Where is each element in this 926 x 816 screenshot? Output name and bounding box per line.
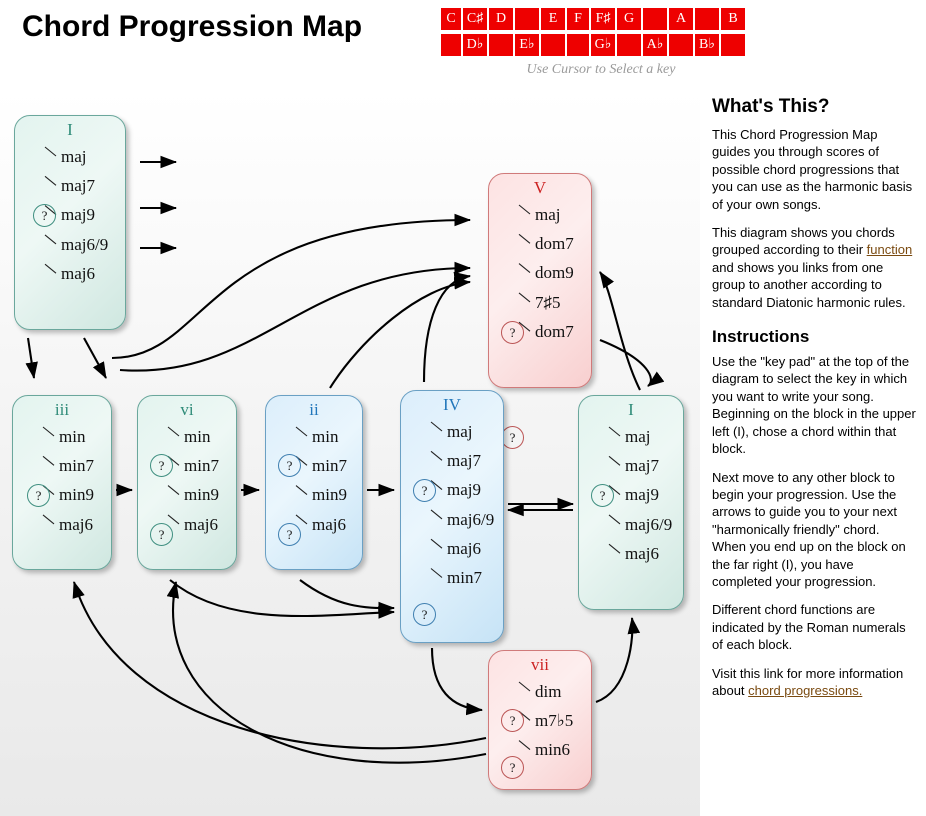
sidebar-para-diagram-part1: This diagram shows you chords grouped according to their [712,225,895,258]
arrow-vii-to-I-final [596,618,632,702]
key-pad-filler-5 [540,33,566,57]
block-vi[interactable] [137,395,237,570]
key-button-1[interactable]: C♯ [462,7,488,31]
block-I-final-help-icon-0[interactable]: ? [591,484,614,507]
sidebar-heading-instructions: Instructions [712,327,810,347]
chord-item[interactable]: min7 [59,456,94,476]
block-iii-numeral: iii [54,400,70,419]
key-pad-filler-7 [616,33,642,57]
block-ii-help-icon-0[interactable]: ? [278,454,301,477]
key-button-flat-1[interactable]: E♭ [514,33,540,57]
chord-item[interactable]: min [184,427,211,446]
page-title: Chord Progression Map [22,10,363,43]
arrow-ii-to-IV-lower [300,580,394,608]
arrow-I-to-iii [28,338,34,378]
chord-progression-diagram [0,90,700,816]
chord-item[interactable]: min9 [312,485,347,505]
chord-item[interactable]: maj7 [625,456,659,476]
chord-item[interactable]: maj [61,147,87,166]
chord-item[interactable]: min [312,427,339,446]
block-vii-help-icon-1[interactable]: ? [501,756,524,779]
chord-item[interactable]: min7 [447,568,482,588]
block-vi-numeral: vi [180,400,194,419]
chord-item[interactable]: min7 [312,456,347,476]
block-iii[interactable] [12,395,112,570]
key-button-2[interactable]: D [488,7,514,31]
key-pad[interactable] [440,6,762,58]
arrow-IV-to-V [424,276,470,382]
arrow-I-final-to-V [600,272,640,390]
chord-item[interactable]: min9 [184,485,219,505]
arrow-to-V-middle [120,268,470,371]
sidebar-para-diagram [712,224,916,311]
block-I-tonic-connectors [15,116,127,331]
key-button-flat-0[interactable]: D♭ [462,33,488,57]
key-button-7[interactable]: A [668,7,694,31]
key-button-flat-2[interactable]: G♭ [590,33,616,57]
block-iii-help-icon-0[interactable]: ? [27,484,50,507]
chord-item[interactable]: maj6 [312,514,346,534]
chord-item[interactable]: maj [625,427,651,446]
block-V-connectors [489,174,593,389]
key-pad-filler-3 [440,33,462,57]
block-I-tonic-help-icon-0[interactable]: ? [33,204,56,227]
key-pad-caption: Use Cursor to Select a key [526,62,676,77]
key-pad-filler-9 [720,33,746,57]
sidebar [712,96,916,710]
chord-item[interactable]: maj9 [61,205,95,225]
block-ii-connectors [266,396,364,571]
key-pad-filler-1 [642,7,668,31]
chord-item[interactable]: maj7 [61,176,95,196]
chord-item[interactable]: min7 [184,456,219,476]
chord-item[interactable]: dim [535,682,562,701]
key-button-5[interactable]: F♯ [590,7,616,31]
function-link[interactable]: function [866,242,913,258]
block-vii[interactable] [488,650,592,790]
block-I-tonic[interactable] [14,115,126,330]
sidebar-para-visit-part1: Visit this link for more information about [712,665,904,698]
key-button-flat-4[interactable]: B♭ [694,33,720,57]
arrow-V-to-I-final [600,340,651,386]
block-ii[interactable] [265,395,363,570]
block-I-final-numeral: I [628,400,634,419]
sidebar-para-visit [712,665,916,700]
key-button-flat-3[interactable]: A♭ [642,33,668,57]
chord-item[interactable]: min9 [59,485,94,505]
block-vi-help-icon-1[interactable]: ? [150,523,173,546]
chord-item[interactable]: maj6 [447,538,481,558]
arrow-vi-to-IV-lower [170,580,394,616]
chord-item[interactable]: maj9 [625,485,659,505]
arrow-ii-to-V [330,282,470,388]
block-I-final[interactable] [578,395,684,610]
block-vii-help-icon-0[interactable]: ? [501,709,524,732]
chord-item[interactable]: maj6 [61,263,95,283]
chord-item[interactable]: min [59,427,86,446]
key-pad-filler-0 [514,7,540,31]
sidebar-para-diagram-part2: and shows you links from one group to another according to standard Diatonic harmonic rules. [712,259,906,310]
block-ii-numeral: ii [309,400,319,419]
block-vi-help-icon-0[interactable]: ? [150,454,173,477]
sidebar-heading-whats-this: What's This? [712,96,830,117]
chord-item[interactable]: maj6/9 [625,514,673,534]
sidebar-para-instructions-3: Different chord functions are indicated by the Roman numerals of each block. [712,602,906,653]
sidebar-para-instructions-2: Next move to any other block to begin your progression. Use the arrows to guide you to your next "harmonically friendly" chord. When you end up on the block on the far right (I), you have completed your progression. [712,469,906,589]
chord-item[interactable]: maj [447,422,473,441]
chord-item[interactable]: maj6 [59,514,93,534]
chord-item[interactable]: maj6 [625,543,659,563]
block-V[interactable] [488,173,592,445]
chord-item[interactable]: maj6/9 [61,234,109,254]
key-button-4[interactable]: F [566,7,590,31]
chord-item[interactable]: 7♯5 [535,292,561,312]
key-button-6[interactable]: G [616,7,642,31]
key-pad-filler-8 [668,33,694,57]
key-button-8[interactable]: B [720,7,746,31]
chord-item[interactable]: maj9 [447,480,481,500]
chord-progressions-link[interactable]: chord progressions. [748,682,863,698]
key-pad-filler-2 [694,7,720,31]
block-V-numeral: V [533,178,547,197]
sidebar-para-instructions-1: Use the "key pad" at the top of the diagram to select the key in which you want to write your song. Beginning on the block in the upper left (I), chose a chord within that block. [712,354,916,457]
chord-item[interactable]: maj7 [447,451,481,471]
block-V-help-icon-1[interactable]: ? [501,426,524,449]
chord-item[interactable]: maj6 [184,514,218,534]
key-pad-filler-4 [488,33,514,57]
block-iii-connectors [13,396,113,571]
arrow-to-V-upper [112,220,470,358]
chord-item[interactable]: m7♭5 [535,711,574,731]
block-IV-help-icon-1[interactable]: ? [413,603,436,626]
key-button-0[interactable]: C [440,7,462,31]
block-V-help-icon-0[interactable]: ? [501,321,524,344]
block-I-tonic-numeral: I [67,120,73,139]
chord-item[interactable]: maj6/9 [447,509,495,529]
block-IV[interactable] [400,390,504,643]
chord-item[interactable]: dom7 [535,321,574,341]
block-IV-numeral: IV [443,395,461,414]
chord-item[interactable]: dom7 [535,234,574,254]
sidebar-para-intro: This Chord Progression Map guides you through scores of possible chord progressions that you can use as the harmonic basis of your own songs. [712,127,913,212]
key-button-3[interactable]: E [540,7,566,31]
arrow-I-to-vi [84,338,106,378]
block-vii-numeral: vii [531,655,549,674]
key-pad-filler-6 [566,33,590,57]
chord-item[interactable]: min6 [535,740,570,760]
chord-item[interactable]: dom9 [535,263,574,283]
block-ii-help-icon-1[interactable]: ? [278,523,301,546]
chord-item[interactable]: maj [535,205,561,224]
arrow-IV-to-vii [432,648,482,710]
block-vi-connectors [138,396,238,571]
block-IV-help-icon-0[interactable]: ? [413,479,436,502]
